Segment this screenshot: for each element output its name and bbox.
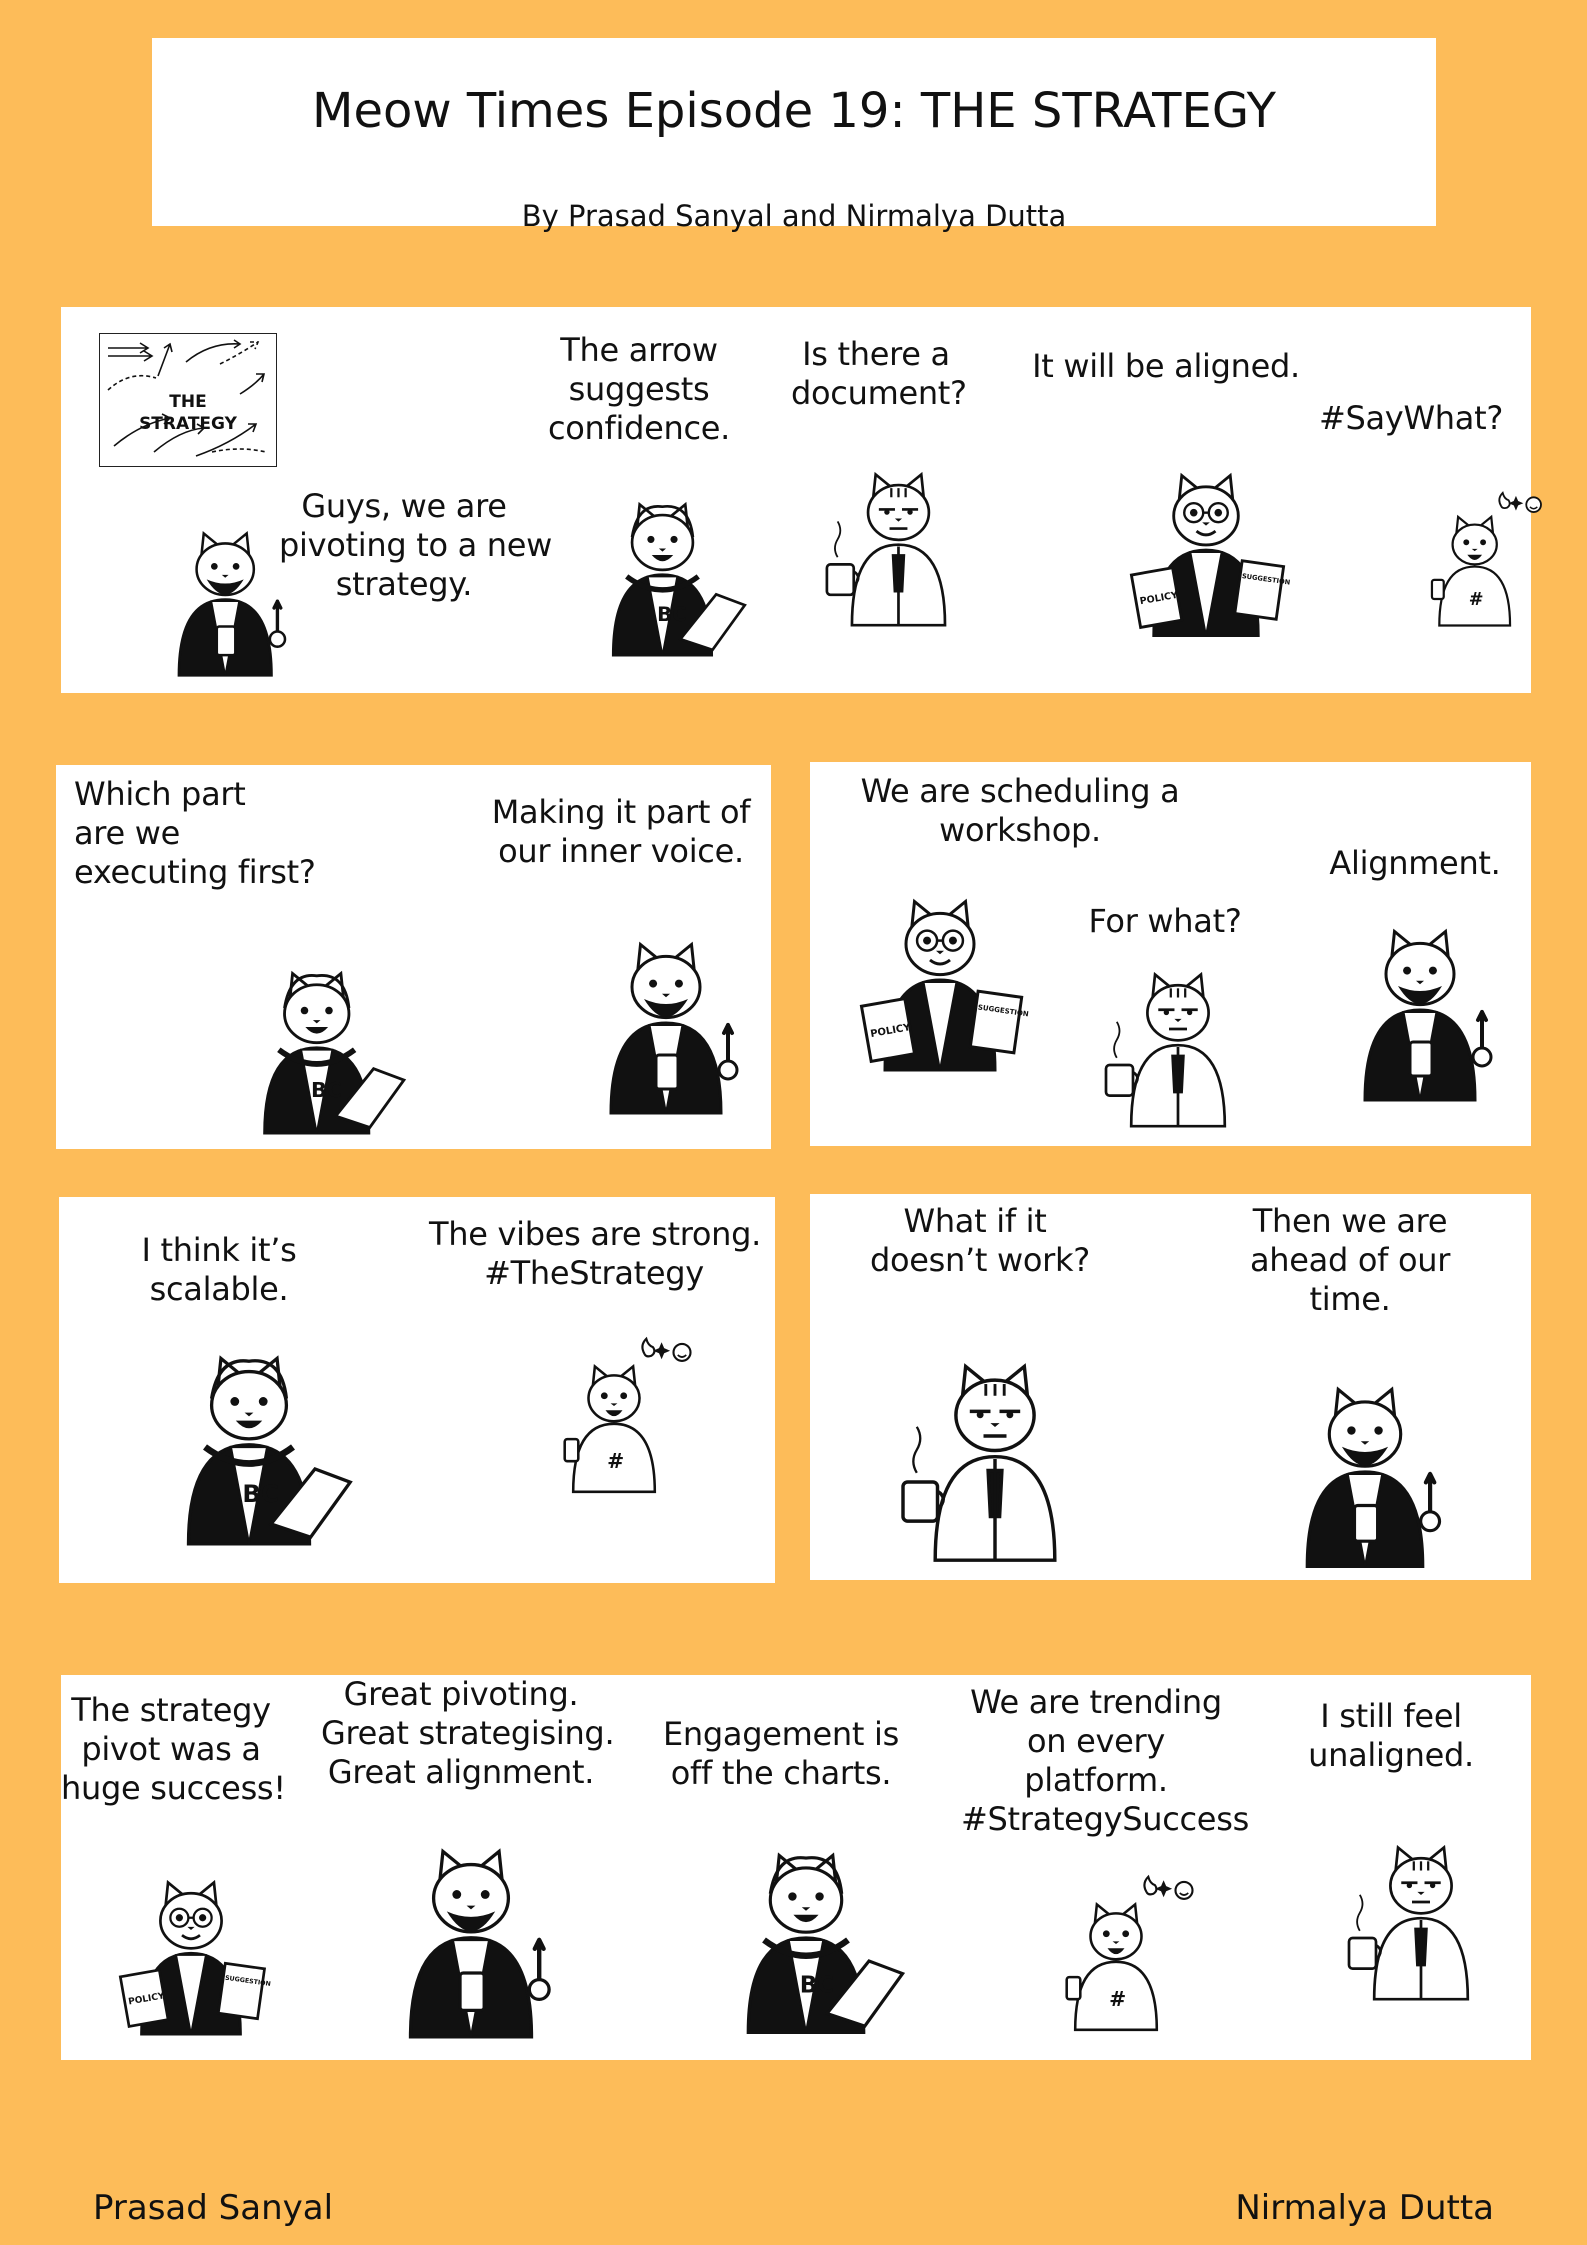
speech-text: It will be aligned. [1032, 347, 1300, 385]
boss-cat-figure [1307, 1389, 1439, 1566]
glasses-cat-figure [120, 1883, 271, 2035]
boss-cat-icon [141, 517, 331, 677]
tired-cat-figure [827, 474, 945, 625]
svg-text:POLICY: POLICY [1139, 589, 1179, 608]
boss-cat-icon [566, 925, 766, 1125]
speech-text: We are scheduling a workshop. [860, 772, 1180, 849]
speech-text: For what? [1088, 902, 1242, 940]
speech-text: Guys, we are pivoting to a new strategy. [279, 487, 553, 603]
svg-text:BC: BC [242, 1480, 279, 1508]
byline: By Prasad Sanyal and Nirmalya Dutta [521, 199, 1067, 233]
speech-text: The strategy pivot was a huge success! [61, 1691, 286, 1807]
svg-text:POLICY: POLICY [869, 1022, 912, 1041]
speech-text: I still feel unaligned. [1308, 1697, 1474, 1774]
glasses-cat-icon [101, 1865, 281, 2045]
laptop-cat-figure [613, 504, 745, 655]
tired-cat-figure [1106, 975, 1225, 1127]
comic-panel-3 [810, 762, 1531, 1146]
title-box [152, 38, 1436, 233]
svg-text:SUGGESTION: SUGGESTION [224, 1974, 272, 1988]
tired-cat-icon [1331, 1830, 1511, 2010]
tired-cat-figure [1349, 1848, 1468, 2000]
laptop-cat-icon [701, 1835, 911, 2035]
comic-panel-6 [61, 1675, 1531, 2060]
comic-panel-2 [56, 765, 771, 1149]
svg-text:BC: BC [311, 1078, 343, 1103]
boss-cat-figure [411, 1851, 550, 2036]
speech-text: Then we are ahead of our time. [1250, 1202, 1451, 1318]
boss-cat-figure [611, 945, 737, 1114]
tired-cat-icon [809, 457, 999, 627]
speech-text: We are trending on every platform. #StrategySuccess [961, 1683, 1249, 1838]
page-title: Meow Times Episode 19: THE STRATEGY [312, 83, 1276, 139]
boss-cat-icon [361, 1830, 581, 2040]
glasses-cat-figure [861, 902, 1029, 1071]
svg-text:BC: BC [657, 603, 687, 627]
svg-text:#: # [1109, 1987, 1127, 2011]
speech-text: Which part are we executing first? [74, 775, 316, 891]
strategy-sign [99, 333, 277, 467]
footer-left-name: Prasad Sanyal [93, 2188, 334, 2228]
tired-cat-icon [880, 1344, 1110, 1564]
kitten-cat-icon [1031, 1870, 1201, 2050]
speech-text: The vibes are strong. #TheStrategy [429, 1215, 761, 1292]
comic-panel-4 [59, 1197, 775, 1583]
laptop-cat-icon [139, 1337, 359, 1547]
svg-text:BC: BC [799, 1972, 835, 1999]
laptop-cat-icon [573, 487, 763, 657]
comic-panel-1 [61, 307, 1531, 693]
laptop-cat-figure [265, 973, 404, 1133]
boss-cat-figure [1365, 932, 1491, 1101]
speech-text: What if it doesn’t work? [870, 1202, 1090, 1279]
tired-cat-figure [903, 1366, 1055, 1560]
svg-text:SUGGESTION: SUGGESTION [977, 1003, 1030, 1019]
boss-cat-figure [179, 533, 285, 675]
kitten-cat-icon [529, 1332, 699, 1512]
speech-text: I think it’s scalable. [141, 1231, 297, 1308]
kitten-cat-icon [1401, 487, 1551, 627]
sign-label-top: THE [169, 392, 207, 412]
boss-cat-icon [1320, 912, 1520, 1112]
svg-text:SUGGESTION: SUGGESTION [1241, 572, 1291, 587]
comic-panel-5 [810, 1194, 1531, 1580]
kitten-cat-figure [1067, 1877, 1193, 2030]
svg-text:POLICY: POLICY [127, 1991, 166, 2008]
sign-label-bottom: STRATEGY [139, 414, 237, 434]
svg-text:#: # [607, 1449, 625, 1473]
footer-right-name: Nirmalya Dutta [1235, 2188, 1494, 2228]
speech-text: Engagement is off the charts. [663, 1715, 899, 1792]
speech-text: #SayWhat? [1318, 399, 1504, 437]
laptop-cat-figure [189, 1358, 351, 1543]
boss-cat-icon [1260, 1369, 1470, 1569]
speech-text: Alignment. [1329, 844, 1501, 882]
speech-text: Great pivoting. Great strategising. Great alignment. [321, 1675, 615, 1791]
kitten-cat-figure [565, 1339, 691, 1492]
glasses-cat-figure [1131, 476, 1290, 636]
svg-text:#: # [1468, 589, 1484, 610]
speech-text: The arrow suggests confidence. [547, 331, 731, 447]
tired-cat-icon [1088, 957, 1268, 1137]
laptop-cat-figure [748, 1855, 902, 2032]
speech-text: Making it part of our inner voice. [491, 793, 751, 870]
glasses-cat-icon [1111, 457, 1301, 647]
kitten-cat-figure [1432, 493, 1541, 626]
glasses-cat-icon [840, 882, 1040, 1082]
laptop-cat-icon [222, 955, 422, 1135]
speech-text: Is there a document? [791, 335, 967, 412]
